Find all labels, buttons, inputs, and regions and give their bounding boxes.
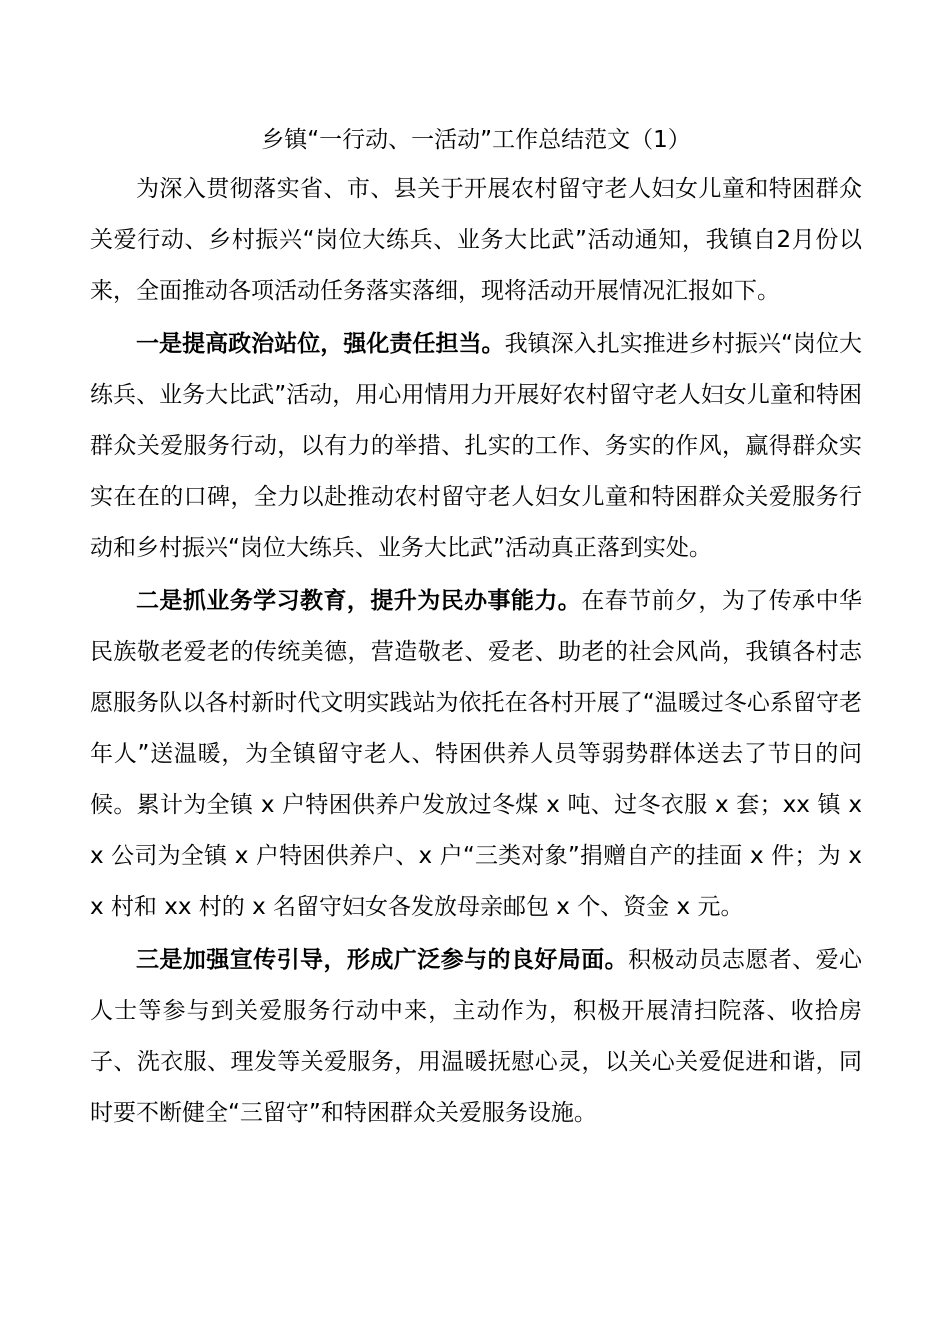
section-paragraph-1 [90, 319, 862, 574]
document-title: 乡镇“一行动、一活动”工作总结范文（1） [261, 127, 691, 153]
section-3-body: 积极动员志愿者、爱心人士等参与到关爱服务行动中来，主动作为，积极开展清扫院落、收拾房子、洗衣服、理发等关爱服务，用温暖抚慰心灵，以关心关爱促进和谐，同时要不断健全“三留守”和特困群众关爱服务设施。 [90, 947, 863, 1126]
section-1-lead: 一是提高政治站位，强化责任担当。 [136, 331, 505, 357]
section-2-lead: 二是抓业务学习教育，提升为民办事能力。 [136, 588, 582, 614]
section-3-lead: 三是加强宣传引导，形成广泛参与的良好局面。 [136, 947, 629, 973]
section-2-body: 在春节前夕，为了传承中华民族敬老爱老的传统美德，营造敬老、爱老、助老的社会风尚，我镇各村志愿服务队以各村新时代文明实践站为依托在各村开展了“温暖过冬心系留守老年人”送温暖，为全镇留守老人、特困供养人员等弱势群体送去了节日的问候。累计为全镇 x 户特困供养户发放过冬煤 x 吨、过冬衣服 x 套；xx 镇 xx 公司为全镇 x 户特困供养户、x 户“三类对象”捐赠自产的挂面 x 件；为 xx 村和 xx 村的 x 名留守妇女各发放母亲邮包 x 个、资金 x 元。 [90, 588, 863, 920]
section-1-body: 我镇深入扎实推进乡村振兴“岗位大练兵、业务大比武”活动，用心用情用力开展好农村留守老人妇女儿童和特困群众关爱服务行动，以有力的举措、扎实的工作、务实的作风，赢得群众实实在在的口碑，全力以赴推动农村留守老人妇女儿童和特困群众关爱服务行动和乡村振兴“岗位大练兵、业务大比武”活动真正落到实处。 [90, 331, 862, 561]
section-paragraph-3 [90, 935, 862, 1139]
section-paragraph-2 [90, 576, 862, 933]
document-page [90, 118, 862, 1141]
intro-paragraph: 为深入贯彻落实省、市、县关于开展农村留守老人妇女儿童和特困群众关爱行动、乡村振兴“岗位大练兵、业务大比武”活动通知，我镇自2月份以来，全面推动各项活动任务落实落细，现将活动开展情况汇报如下。 [90, 176, 862, 304]
